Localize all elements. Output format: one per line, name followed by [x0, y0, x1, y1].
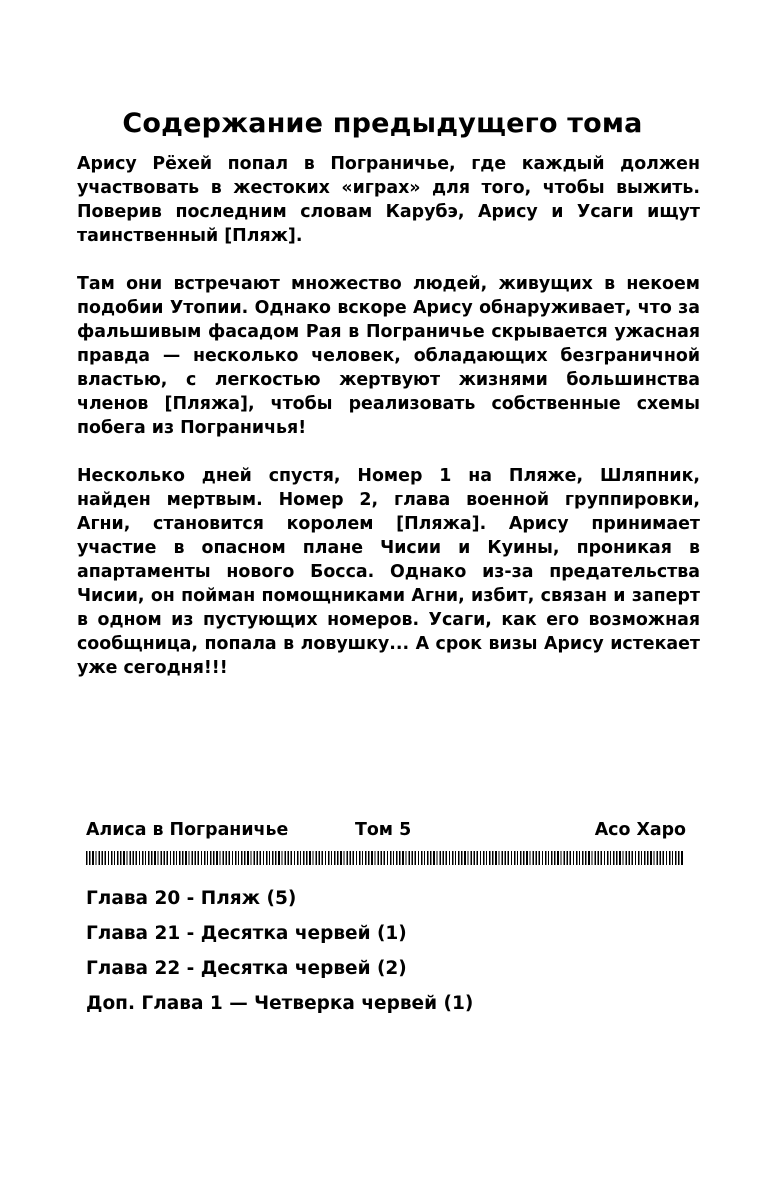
- summary-paragraph: Несколько дней спустя, Номер 1 на Пляже, Шляпник, найден мертвым. Номер 2, глава военной группировки, Агни, становится королем [Пляжа]. Арису принимает участие в опасном плане Чисии и Куины, проникая в апартаменты нового Босса. Однако из-за предательства Чисии, он пойман помощниками Агни, избит, связан и заперт в одном из пустующих номеров. Усаги, как его возможная сообщница, попала в ловушку... А срок визы Арису истекает уже сегодня!!!: [77, 466, 700, 678]
- series-title: Алиса в Пограничье: [86, 820, 289, 840]
- volume-header: [86, 820, 686, 846]
- decorative-divider-strip: [86, 851, 684, 865]
- chapter-item: Глава 20 - Пляж (5): [86, 888, 297, 909]
- volume-number: Том 5: [355, 820, 412, 840]
- summary-paragraph: Там они встречают множество людей, живущих в некоем подобии Утопии. Однако вскоре Арису обнаруживает, что за фальшивым фасадом Рая в Пограничье скрывается ужасная правда — несколько человек, обладающих безграничной властью, с легкостью жертвуют жизнями большинства членов [Пляжа], чтобы реализовать собственные схемы побега из Пограничья!: [77, 274, 700, 438]
- chapter-item: Глава 22 - Десятка червей (2): [86, 958, 407, 979]
- page-title: Содержание предыдущего тома: [122, 108, 643, 140]
- chapter-item: Доп. Глава 1 — Четверка червей (1): [86, 993, 474, 1014]
- author-name: Асо Харо: [594, 820, 686, 840]
- chapter-list: [86, 885, 686, 1025]
- summary-paragraph: Арису Рёхей попал в Пограничье, где каждый должен участвовать в жестоких «играх» для того, чтобы выжить. Поверив последним словам Карубэ, Арису и Усаги ищут таинственный [Пляж].: [77, 154, 700, 246]
- chapter-item: Глава 21 - Десятка червей (1): [86, 923, 407, 944]
- previous-volume-summary: [77, 152, 700, 704]
